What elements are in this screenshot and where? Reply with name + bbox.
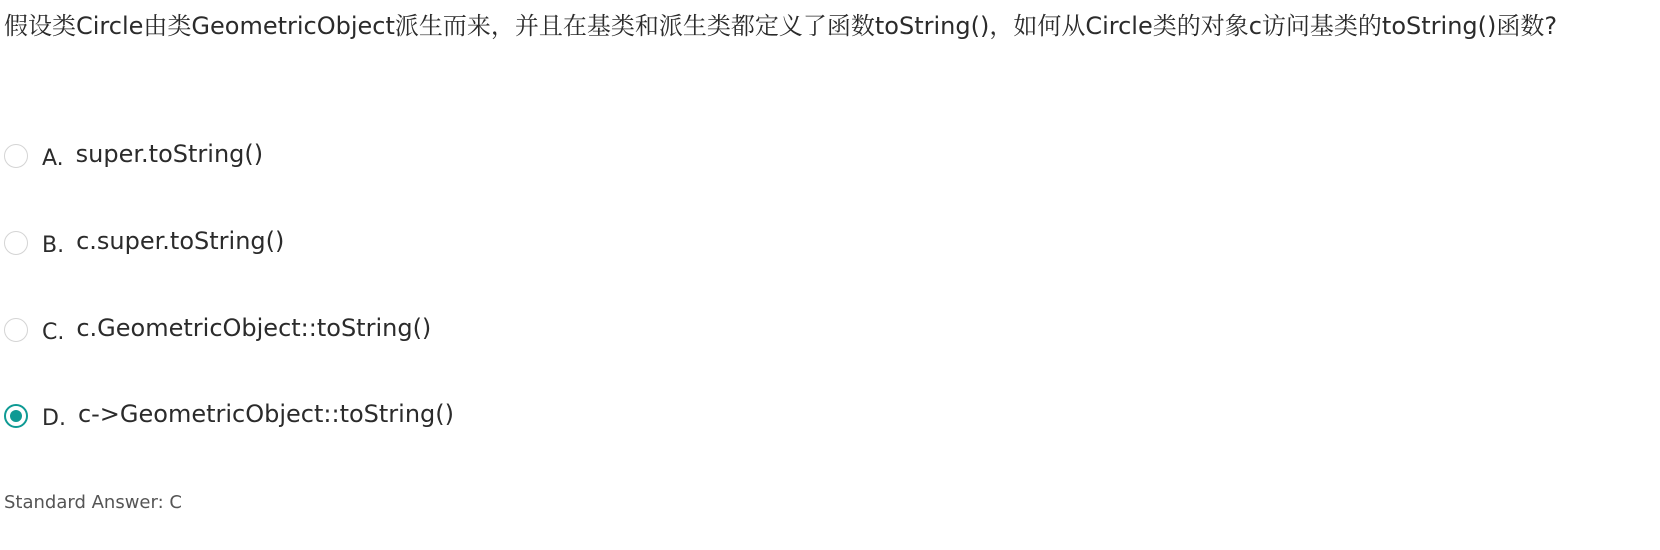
option-c[interactable]: [4, 312, 431, 348]
option-a[interactable]: [4, 138, 263, 174]
standard-answer: Standard Answer: C: [4, 492, 182, 513]
question-text: 假设类Circle由类GeometricObject派生而来，并且在基类和派生类都定义了函数toString()，如何从Circle类的对象c访问基类的toString()函数?: [4, 12, 1558, 40]
option-b-letter: B.: [42, 232, 65, 258]
radio-a[interactable]: [4, 144, 28, 168]
option-b-text: c.super.toString(): [76, 227, 285, 255]
option-a-letter: A.: [42, 145, 64, 171]
option-b[interactable]: [4, 225, 284, 261]
option-d-text: c->GeometricObject::toString(): [77, 400, 455, 428]
radio-c[interactable]: [4, 318, 28, 342]
option-d[interactable]: [4, 398, 454, 434]
option-a-text: super.toString(): [75, 140, 264, 168]
option-c-letter: C.: [42, 319, 65, 345]
option-c-text: c.GeometricObject::toString(): [76, 314, 432, 342]
radio-b[interactable]: [4, 231, 28, 255]
option-d-letter: D.: [42, 405, 66, 431]
radio-d[interactable]: [4, 404, 28, 428]
